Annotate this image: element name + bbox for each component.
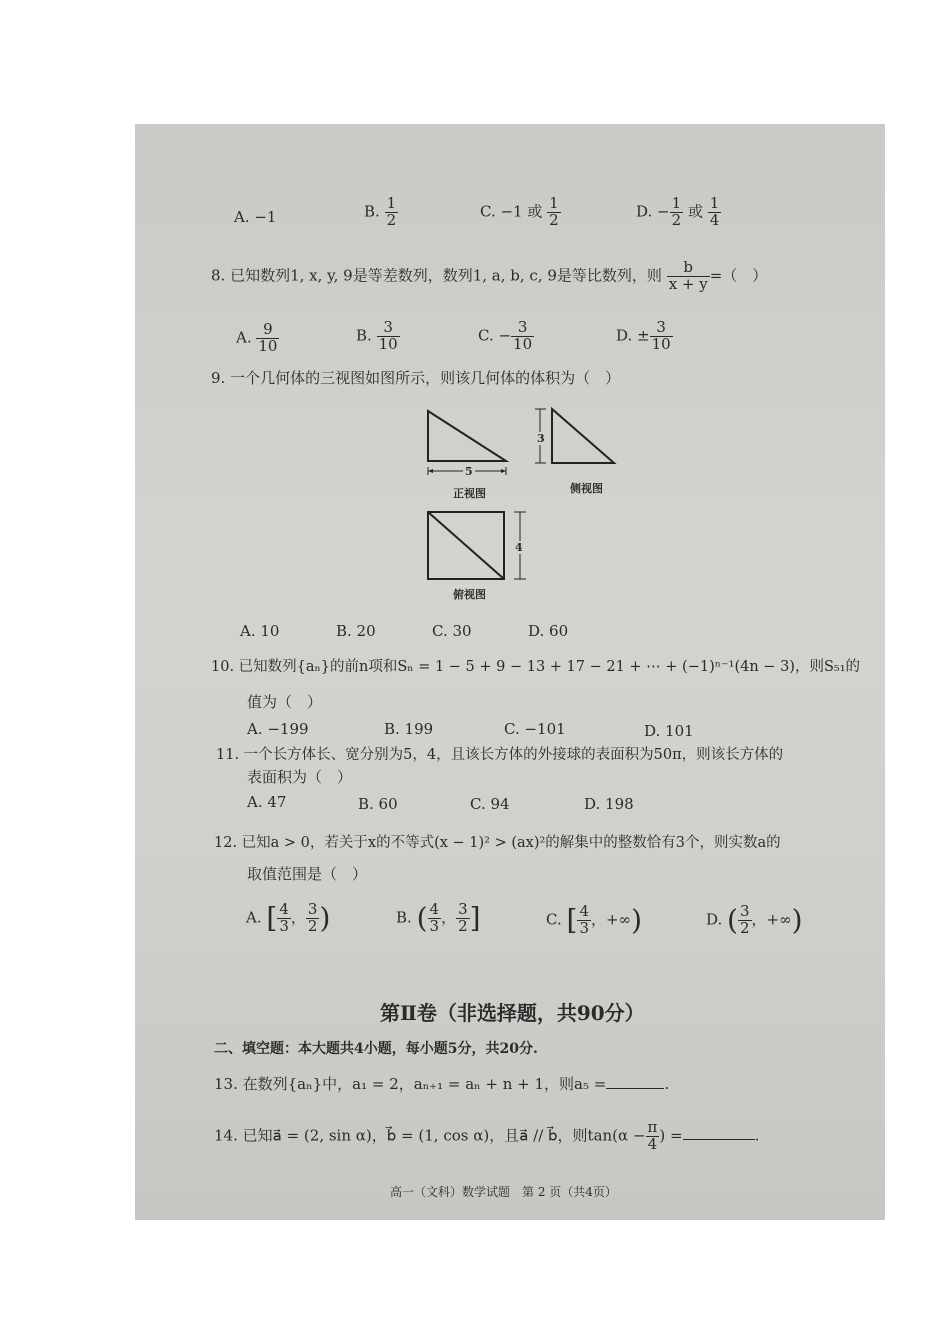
q11-option-a: A. 47 — [247, 793, 287, 811]
q12-option-a: A. [ $\frac{4}{3}$ ， $\frac{3}{2}$ ) — [246, 900, 331, 935]
q10-option-b: B. 199 — [384, 720, 434, 738]
question-10: 10. 已知数列{aₙ}的前n项和Sₙ = 1 − 5 + 9 − 13 + 17 − 21 + ⋯ + (−1)ⁿ⁻¹(4n − 3)，则S₅₁的 — [211, 659, 861, 675]
q7-option-a: A. −1 — [234, 208, 277, 226]
question-9: 9. 一个几何体的三视图如图所示，则该几何体的体积为（ ） — [211, 369, 621, 387]
q8-option-c: C. − $\frac{3}{10}$ — [478, 318, 533, 353]
q11-option-d: D. 198 — [584, 795, 634, 813]
q9-option-b: B. 20 — [336, 622, 376, 640]
q9-option-d: D. 60 — [528, 622, 569, 640]
q11-option-b: B. 60 — [358, 795, 398, 813]
q7-option-b: B. $\frac{1}{2}$ — [364, 194, 397, 229]
q12-option-d: D. ( $\frac{3}{2}$ ，+∞) — [706, 902, 803, 937]
q10-option-d: D. 101 — [644, 722, 694, 740]
top-view-label: 俯视图 — [453, 588, 486, 601]
question-8: 8. 已知数列1, x, y, 9是等差数列，数列1, a, b, c, 9是等比数列，则 $\frac{b}{x + y}$ =（ ） — [211, 258, 768, 293]
question-11: 11. 一个长方体长、宽分别为5，4，且该长方体的外接球的表面积为50π，则该长方体的 — [216, 747, 784, 763]
question-14: 14. 已知a⃗ = (2, sin α)，b⃗ = (1, cos α)，且a⃗ // b⃗，则tan(α − $\frac{\pi}{4}$ ) = . — [214, 1118, 760, 1153]
q7-option-d: D. − $\frac{1}{2}$ 或 $\frac{1}{4}$ — [636, 194, 720, 229]
q12-option-c: C. [ $\frac{4}{3}$ ，+∞) — [546, 902, 642, 937]
q8-option-d: D. ± $\frac{3}{10}$ — [616, 318, 671, 353]
q14-answer-blank[interactable] — [683, 1127, 755, 1140]
q10-option-c: C. −101 — [504, 720, 566, 738]
q7-option-c: C. −1 或 $\frac{1}{2}$ — [480, 194, 559, 229]
q8-option-a: A. $\frac{9}{10}$ — [236, 320, 278, 355]
question-12-cont: 取值范围是（ ） — [247, 865, 368, 883]
front-view-label: 正视图 — [453, 487, 486, 500]
question-11-cont: 表面积为（ ） — [247, 768, 353, 786]
question-13: 13. 在数列{aₙ}中，a₁ = 2，aₙ₊₁ = aₙ + n + 1，则a₅ = . — [214, 1075, 670, 1093]
question-12: 12. 已知a > 0，若关于x的不等式(x − 1)² > (ax)²的解集中的整数恰有3个，则实数a的 — [214, 835, 781, 851]
q12-option-b: B. ( $\frac{4}{3}$ ， $\frac{3}{2}$ ] — [396, 900, 481, 935]
q8-option-b: B. $\frac{3}{10}$ — [356, 318, 398, 353]
side-view-dimension: 3 — [537, 432, 545, 445]
part-2-title: 第Ⅱ卷（非选择题，共90分） — [380, 1001, 645, 1025]
top-view-dimension: 4 — [515, 541, 523, 554]
q9-option-c: C. 30 — [432, 622, 472, 640]
q11-option-c: C. 94 — [470, 795, 510, 813]
section-header: 二、填空题：本大题共4小题，每小题5分，共20分. — [214, 1041, 538, 1057]
q10-option-a: A. −199 — [247, 720, 309, 738]
q13-answer-blank[interactable] — [606, 1076, 664, 1089]
q9-option-a: A. 10 — [240, 622, 280, 640]
page-footer: 高一（文科）数学试题 第 2 页（共4页） — [390, 1185, 617, 1199]
front-view-dimension: 5 — [465, 465, 473, 478]
question-10-cont: 值为（ ） — [247, 693, 323, 711]
side-view-label: 侧视图 — [570, 482, 603, 495]
